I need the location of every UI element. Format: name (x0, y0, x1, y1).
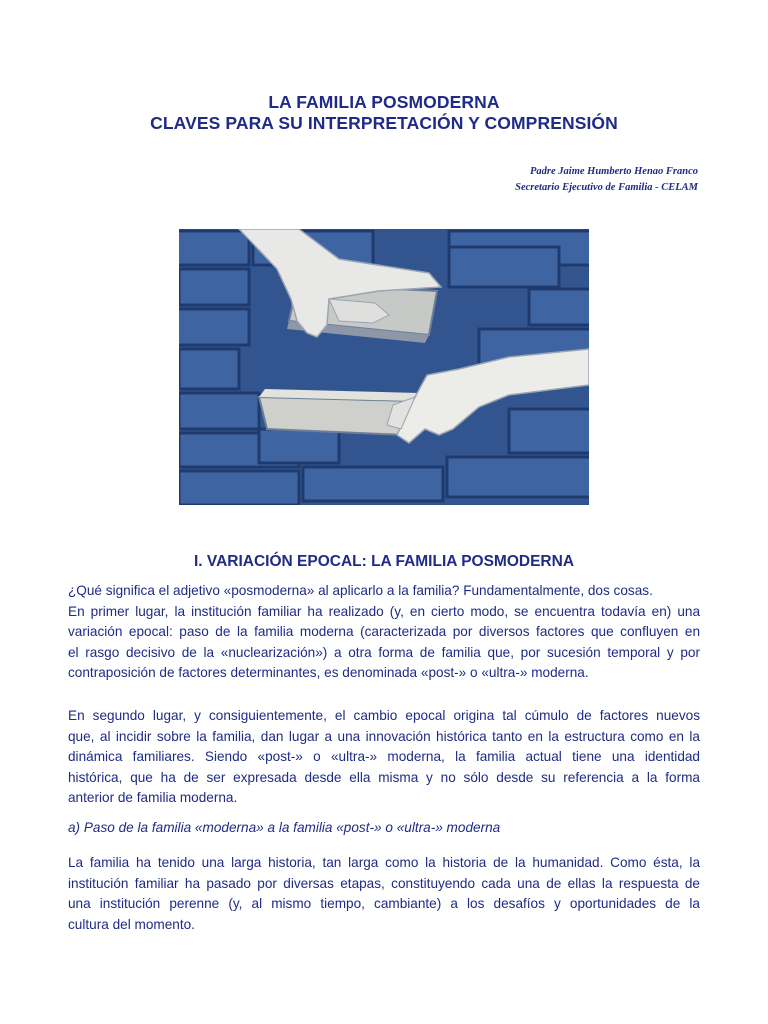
subsection-heading: a) Paso de la familia «moderna» a la familia «post-» o «ultra-» moderna (68, 820, 501, 835)
document-title: LA FAMILIA POSMODERNA (268, 92, 500, 112)
paragraph-line: ¿Qué significa el adjetivo «posmoderna» al aplicarlo a la familia? Fundamentalmente, dos cosas. (68, 583, 653, 598)
paragraph-line: La familia ha tenido una larga historia, tan larga como la historia de la humanidad. Como ésta, la (68, 855, 700, 870)
paragraph-line: contraposición de factores determinantes, es denominada «post-» o «ultra-» moderna. (68, 665, 589, 680)
paragraph-1 (68, 581, 700, 684)
document-subtitle: CLAVES PARA SU INTERPRETACIÓN Y COMPRENSIÓN (150, 113, 618, 133)
paragraph-line: variación epocal: paso de la familia moderna (caracterizada por diversos factores que confluyen en (68, 624, 700, 639)
paragraph-line: institución familiar ha pasado por diversas etapas, constituyendo cada una de ellas la respuesta de (68, 875, 700, 891)
paragraph-3 (68, 853, 700, 935)
paragraph-line: una institución perenne (y, al mismo tiempo, cambiante) a los desafíos y oportunidades de la (68, 896, 700, 911)
paragraph-line: dinámica familiares. Siendo «post-» o «ultra-» moderna, la familia actual tiene una identidad (68, 749, 700, 764)
paragraph-line: el rasgo decisivo de la «nuclearización») a otra forma de familia que, por sucesión temporal y por (68, 644, 700, 660)
author-name: Padre Jaime Humberto Henao Franco (530, 166, 698, 177)
paragraph-2 (68, 706, 700, 809)
paragraph-line: anterior de familia moderna. (68, 790, 238, 805)
paragraph-line: histórica, que ha de ser expresada desde ella misma y no sólo desde su referencia a la forma (68, 769, 700, 785)
paragraph-line: cultura del momento. (68, 916, 195, 932)
author-role: Secretario Ejecutivo de Familia - CELAM (515, 182, 698, 193)
paragraph-line: que, al incidir sobre la familia, dan lugar a una innovación histórica tanto en la estructura como en la (68, 728, 700, 744)
hands-placing-bricks-photo (179, 229, 589, 505)
section-heading: I. VARIACIÓN EPOCAL: LA FAMILIA POSMODERNA (193, 553, 575, 570)
paragraph-line: En primer lugar, la institución familiar ha realizado (y, en cierto modo, se encuentra todavía en) una (68, 603, 700, 619)
paragraph-line: En segundo lugar, y consiguientemente, el cambio epocal origina tal cúmulo de factores nuevos (68, 708, 700, 723)
